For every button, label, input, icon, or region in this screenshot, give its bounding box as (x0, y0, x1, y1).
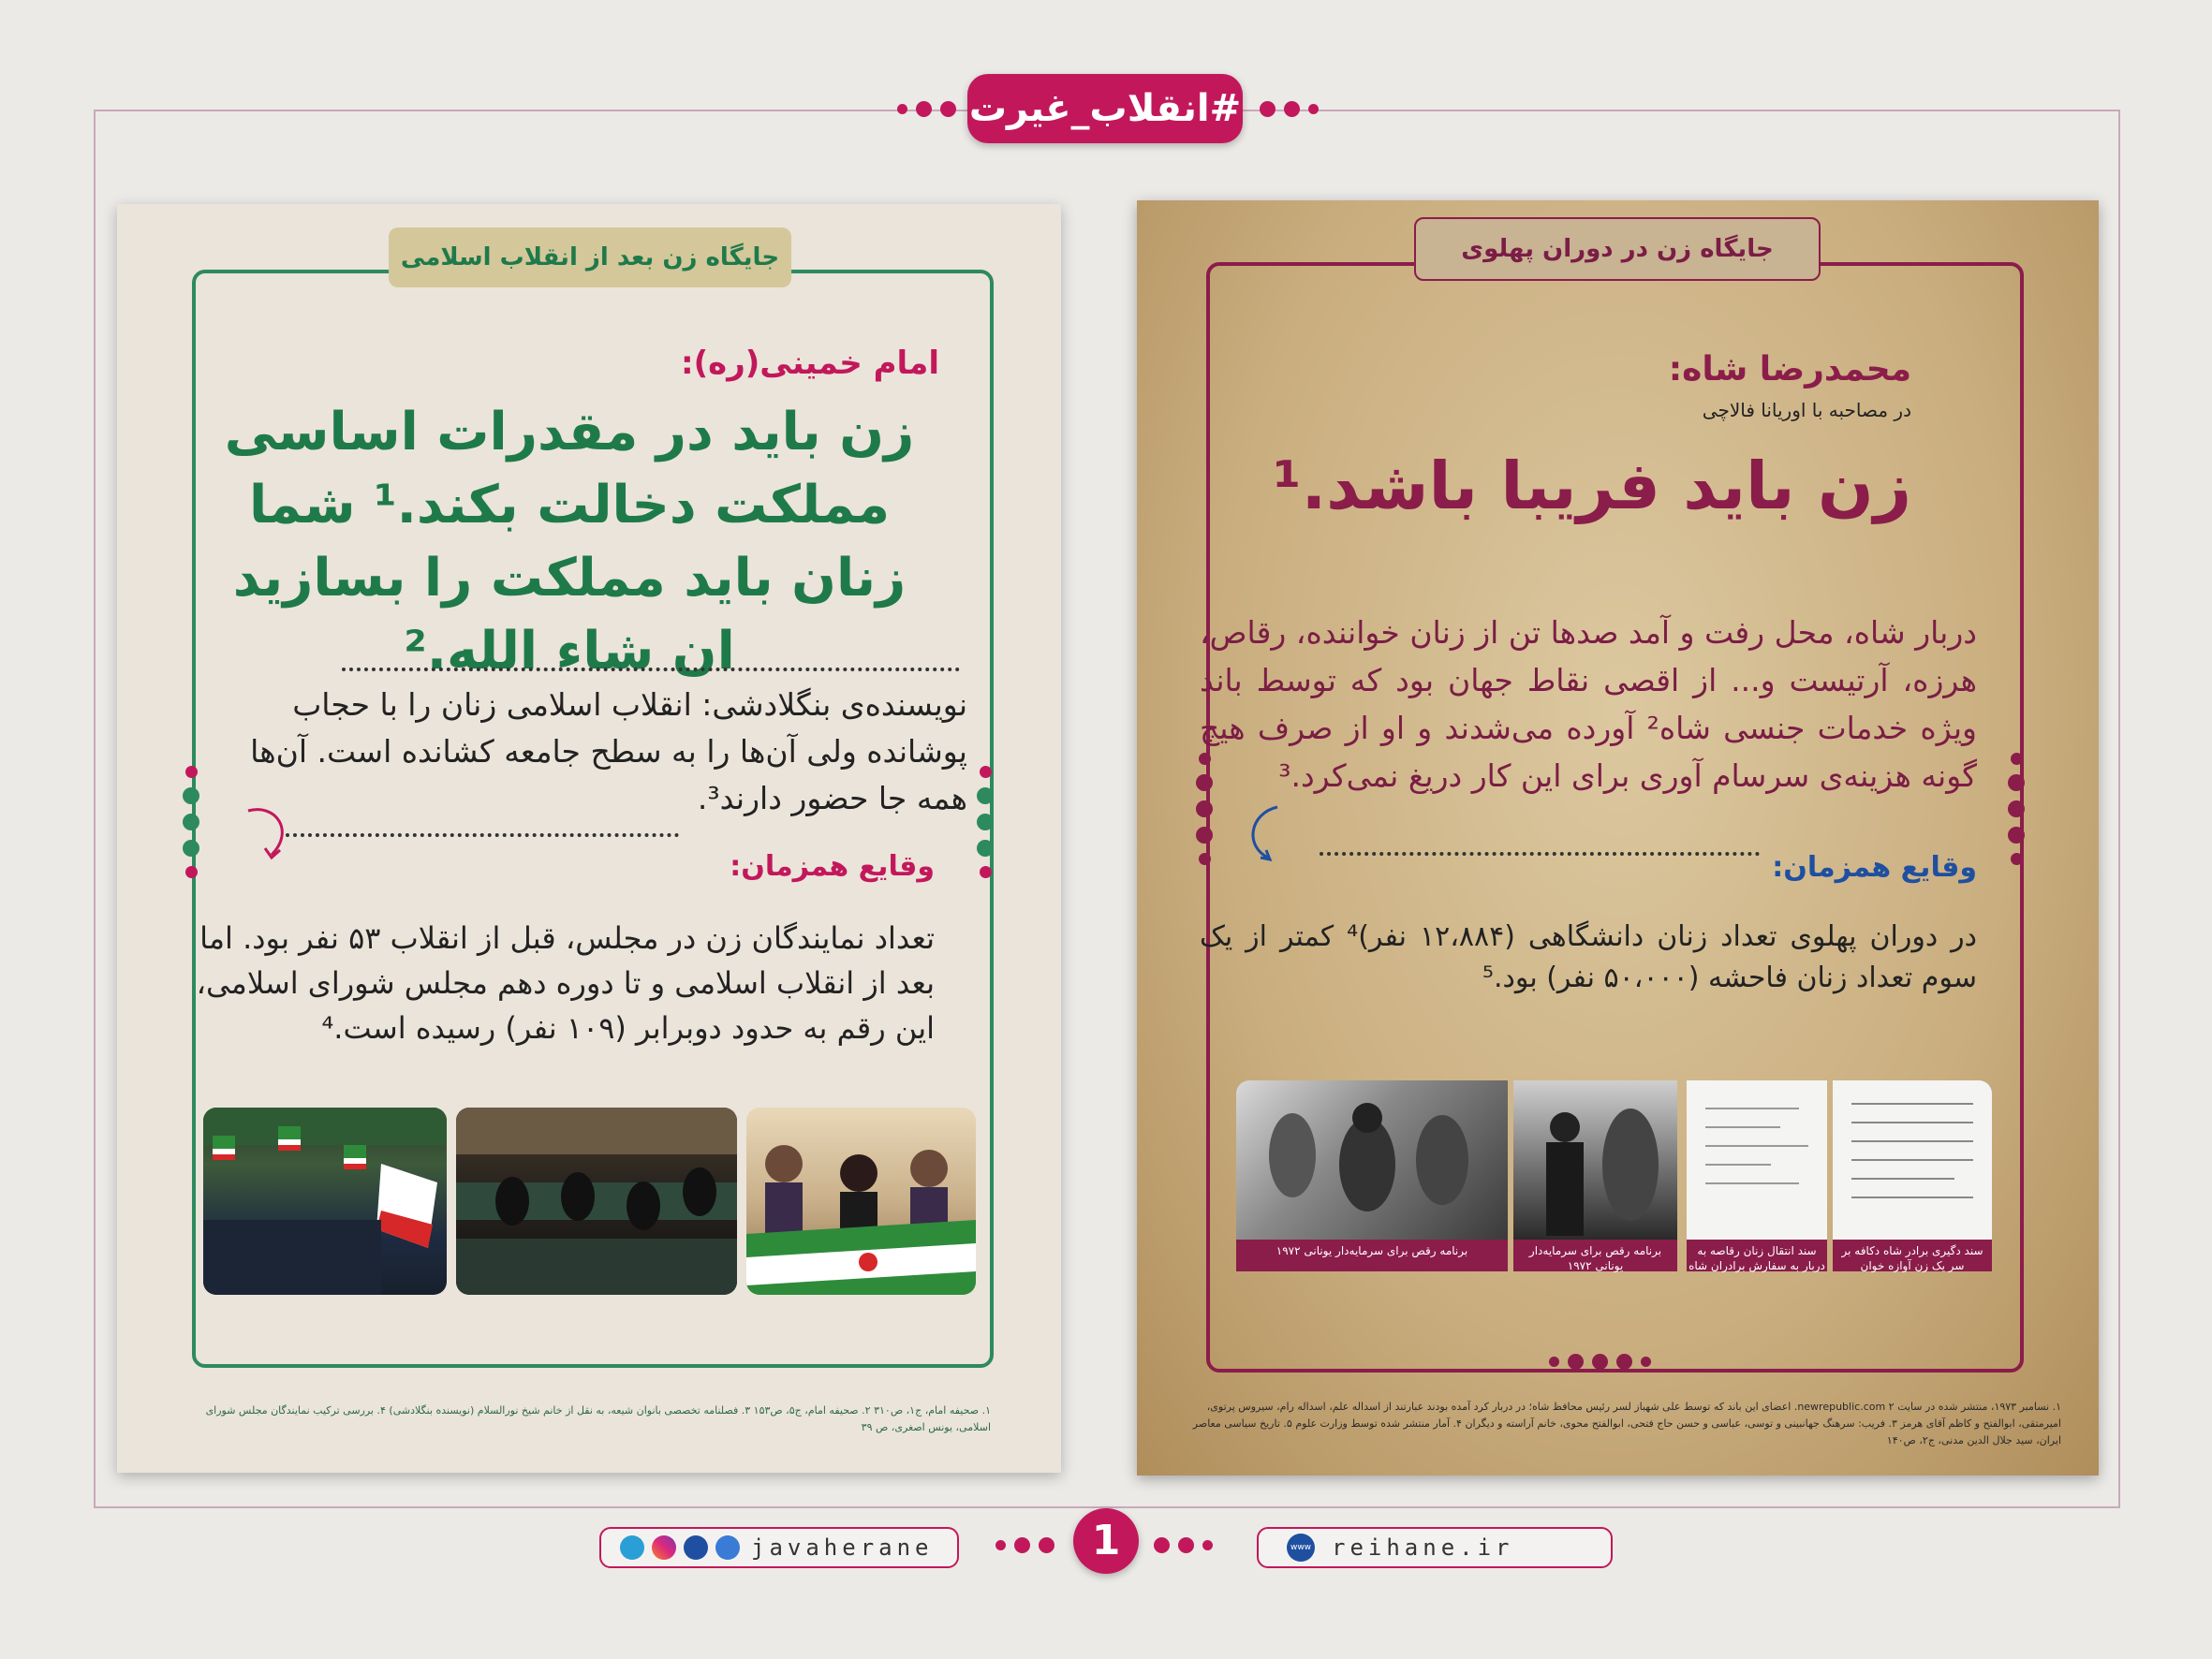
photo-dance-2 (1513, 1080, 1677, 1240)
poster-header: جایگاه زن در دوران پهلوی (1414, 217, 1821, 281)
photo-caption: سند دگیری برادر شاه دکافه بر سر یک زن آوازه خوان (1833, 1240, 1992, 1271)
footnotes: ۱. صحیفه امام، ج۱، ص۳۱۰ ۲. صحیفه امام، ج۵، ص۱۵۳ ۳. فصلنامه تخصصی بانوان شیعه، به نقل از خانم شیخ نورالسلام (نویسنده بنگلادشی) ۴. بررسی ترکیب نمایندگان مجلس شورای اسلامی، یونس اصغری، ص ۳۹ (205, 1404, 991, 1433)
decorative-dots-left (897, 101, 956, 117)
body-text-2: تعداد نمایندگان زن در مجلس، قبل از انقلاب ۵۳ نفر بود. اما بعد از انقلاب اسلامی و تا دوره دهم مجلس شورای اسلامی، این رقم به حدود دوبرابر (۱۰۹ نفر) رسیده است.⁴ (196, 920, 935, 1046)
photo-parliament (456, 1108, 737, 1295)
arrow-icon (239, 803, 314, 869)
decorative-dots-left-bottom (995, 1537, 1054, 1553)
soroush-icon[interactable] (684, 1535, 708, 1560)
decorative-dots-bottom (1549, 1354, 1651, 1370)
pahlavi-era-poster (1137, 200, 2099, 1475)
divider (286, 833, 679, 837)
author-context: در مصاحبه با اوریانا فالاچی (1702, 399, 1911, 421)
post-revolution-poster (117, 204, 1061, 1473)
main-quote: زن باید فریبا باشد.¹ (1272, 448, 1911, 524)
social-handle-pill[interactable] (599, 1527, 959, 1568)
website-pill[interactable] (1257, 1527, 1613, 1568)
document-image-1 (1687, 1080, 1827, 1240)
body-text: دربار شاه، محل رفت و آمد صدها تن از زنان خواننده، رقاص، هرزه، آرتیست و... از اقصی نقاط جهان بود که توسط باند ویژه خدمات جنسی شاه² آورده می‌شدند و او از صرف هیچ گونه هزینه‌ی سرسام آوری برای این کار دریغ نمی‌کرد.³ (1200, 614, 1977, 794)
divider (1320, 852, 1760, 856)
poster-header: جایگاه زن بعد از انقلاب اسلامی (389, 228, 791, 287)
decorative-dots-right (1260, 101, 1319, 117)
photo-dance-1 (1236, 1080, 1508, 1240)
author-name: امام خمینی(ره): (680, 345, 939, 382)
globe-icon: www (1287, 1534, 1315, 1562)
instagram-icon[interactable] (652, 1535, 676, 1560)
photo-caption: برنامه رقص برای سرمایه‌دار یونانی ۱۹۷۲ (1236, 1240, 1508, 1271)
telegram-icon[interactable] (620, 1535, 644, 1560)
arrow-icon (1240, 800, 1315, 874)
side-dots-right (2008, 753, 2025, 865)
website-url: reihane.ir (1332, 1534, 1514, 1561)
body-text: نویسنده‌ی بنگلادشی: انقلاب اسلامی زنان را با حجاب پوشانده ولی آن‌ها را به سطح جامعه کشانده است. آن‌ها همه جا حضور دارند³. (250, 686, 967, 816)
verified-icon[interactable] (715, 1535, 740, 1560)
footnotes: ۱. نسامبر ۱۹۷۳، منتشر شده در سایت newrepublic.com ۲. اعضای این باند که توسط علی شهباز لسر رئیس محافظ شاه؛ در دربار کرد آمده بودند عبارتند از اسداله علم، اسداله رام، سیروس پرتوی، امیرمتقی، ابوالفتح و کاظم آقای هرمز ۳. فریب: سرهنگ جهانبینی و توسی، عباسی و حسن حاج فتحی، ابوالفتح محوی، خانم آراسته و دیگران ۴. آمار منتشر شده توسط وزارت علوم ۵. تاریخ سیاسی معاصر ایران، سید جلال الدین مدنی، ج۲، ص۱۴۰ (1192, 1401, 2061, 1446)
hashtag-badge: #انقلاب_غیرت (967, 74, 1243, 143)
body-text-2: در دوران پهلوی تعداد زنان دانشگاهی (۱۲،۸۸۴ نفر)⁴ کمتر از یک سوم تعداد زنان فاحشه (۵۰،۰۰۰ نفر) بود.⁵ (1200, 920, 1977, 994)
main-quote: زن باید در مقدرات اساسی مملکت دخالت بکند.¹ شما زنان باید مملکت را بسازید ان شاء الله.² (224, 402, 915, 682)
page-number: 1 (1073, 1508, 1139, 1574)
divider (342, 668, 960, 671)
social-handle: javaherane (751, 1534, 934, 1561)
photo-students (746, 1108, 976, 1295)
photo-caption: برنامه رقص برای سرمایه‌دار یونانی ۱۹۷۲ (1513, 1240, 1677, 1271)
decorative-dots-right-bottom (1154, 1537, 1213, 1553)
document-image-2 (1833, 1080, 1992, 1240)
photo-caption: سند انتقال زنان رقاصه به دربار به سفارش برادران شاه (1687, 1240, 1827, 1271)
section-heading: وقایع همزمان: (1772, 851, 1977, 884)
section-heading: وقایع همزمان: (730, 850, 935, 883)
author-name: محمدرضا شاه: (1668, 350, 1911, 389)
side-dots-right (977, 766, 994, 878)
photo-parade (203, 1108, 447, 1295)
